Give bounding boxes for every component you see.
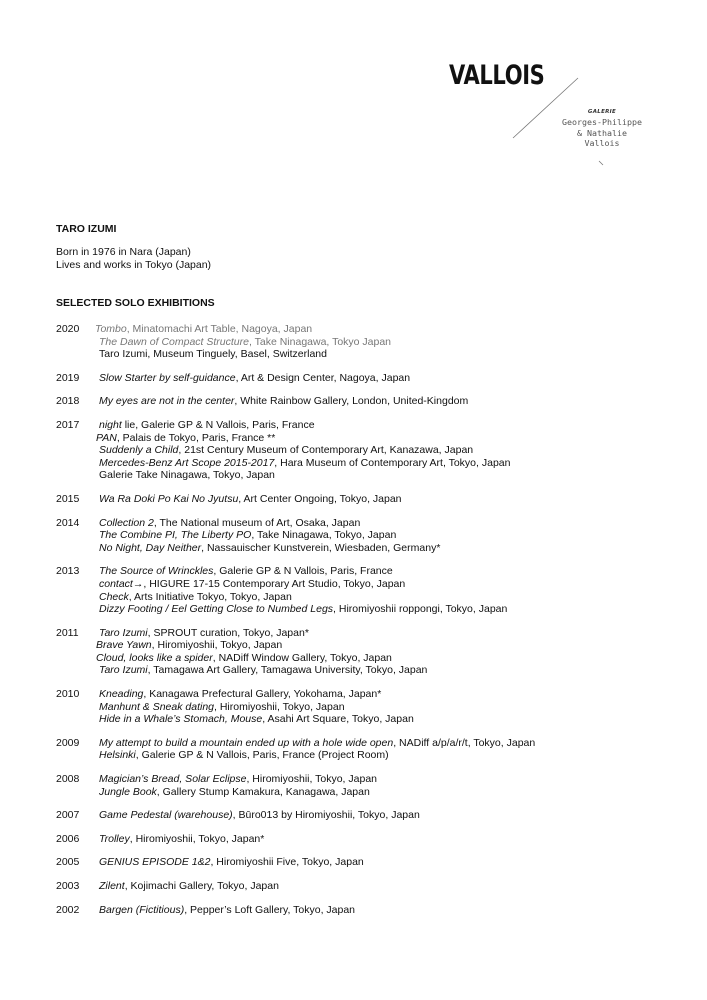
exhibition-venue: , Art Center Ongoing, Tokyo, Japan [238,492,402,505]
exhibition-venue: , Palais de Tokyo, Paris, France ** [116,431,276,444]
gallery-label: GALERIE [587,109,617,115]
exhibition-entry [99,591,696,604]
exhibition-venue: , Galerie GP & N Vallois, Paris, France (Project Room) [135,749,389,762]
exhibition-venue: Taro Izumi, Museum Tinguely, Basel, Switzerland [99,348,327,361]
exhibition-venue: , Art & Design Center, Nagoya, Japan [235,371,411,384]
exhibition-title: Bargen (Fictitious) [99,903,185,916]
year-group [56,880,696,893]
exhibition-title: No Night, Day Neither [99,541,202,554]
exhibition-entry [99,773,696,786]
exhibition-title: The Dawn of Compact Structure [99,335,249,348]
year-label: 2007 [56,809,80,822]
exhibition-entry [99,737,696,750]
year-label: 2002 [56,903,80,916]
exhibition-entry [99,786,696,799]
year-group [56,904,696,917]
exhibition-title: My eyes are not in the center [99,395,235,408]
exhibition-venue: lie, Galerie GP & N Vallois, Paris, France [121,418,315,431]
exhibition-venue: , Hiromiyoshii, Tokyo, Japan [214,700,345,713]
year-group [56,419,696,482]
exhibition-entry [96,639,696,652]
exhibition-venue: , Nassauischer Kunstverein, Wiesbaden, Germany* [201,541,441,554]
gallery-name-line: Vallois [584,138,620,148]
year-label: 2019 [56,371,80,384]
exhibition-venue: , Kojimachi Gallery, Tokyo, Japan [124,880,279,892]
exhibition-venue: , HIGURE 17-15 Contemporary Art Studio, Tokyo, Japan [143,577,406,590]
year-label: 2013 [56,565,80,578]
exhibition-venue: Galerie Take Ninagawa, Tokyo, Japan [99,469,275,482]
exhibition-venue: , Galerie GP & N Vallois, Paris, France [213,565,393,578]
exhibition-title: PAN [96,431,117,444]
exhibition-entry [99,395,696,408]
exhibition-venue: , SPROUT curation, Tokyo, Japan* [147,626,309,639]
exhibition-venue: , Hiromiyoshii, Tokyo, Japan [151,639,283,652]
year-group [56,773,696,798]
logo-slash-icon [0,0,707,200]
exhibition-entry [99,701,696,714]
year-label: 2015 [56,492,80,505]
year-group [56,372,696,385]
exhibition-title: Suddenly a Child [99,444,179,457]
exhibition-venue: , NADiff a/p/a/r/t, Tokyo, Japan [393,736,536,749]
exhibition-title: Cloud, looks like a spider [96,651,213,664]
exhibition-venue: , Kanagawa Prefectural Gallery, Yokohama, Japan* [143,688,382,701]
exhibition-venue: , Gallery Stump Kamakura, Kanagawa, Japan [156,785,370,798]
gallery-name-line: Georges-Philippe [562,117,642,127]
exhibition-entry [99,517,696,530]
exhibition-title: Hide in a Whale’s Stomach, Mouse [99,713,263,726]
exhibition-entry [99,603,696,616]
exhibition-venue: , 21st Century Museum of Contemporary Art, Kanazawa, Japan [178,444,474,457]
year-group [56,323,696,361]
exhibition-title: Mercedes-Benz Art Scope 2015-2017 [99,456,275,469]
exhibition-venue: , Minatomachi Art Table, Nagoya, Japan [126,323,313,335]
exhibition-venue: , NADiff Window Gallery, Tokyo, Japan [212,651,392,664]
year-label: 2010 [56,688,80,701]
exhibition-entry [99,809,696,822]
exhibition-venue: , Hiromiyoshii Five, Tokyo, Japan [210,856,364,869]
year-label: 2014 [56,516,80,529]
exhibition-entry [99,627,696,640]
exhibition-title: Wa Ra Doki Po Kai No Jyutsu [99,492,239,505]
gallery-name [560,108,644,149]
exhibition-venue: , Hiromiyoshii roppongi, Tokyo, Japan [333,603,508,616]
exhibition-entry [96,652,696,665]
exhibition-entry [99,529,696,542]
year-group [56,517,696,555]
birth-info: Born in 1976 in Nara (Japan) [56,246,191,258]
exhibition-title: Zilent [99,880,125,892]
exhibition-entry [99,904,696,917]
exhibition-entry [99,713,696,726]
gallery-name-line: & Nathalie [577,127,627,138]
exhibition-title: Check [99,590,129,603]
exhibition-title: Brave Yawn [96,639,152,652]
logo-wordmark: VALLOIS [449,60,545,91]
exhibition-title: Collection 2 [99,516,154,529]
exhibition-entry [99,880,696,893]
exhibition-venue: , The National museum of Art, Osaka, Japan [153,516,361,529]
exhibition-title: Tombo [95,323,127,335]
residence-info: Lives and works in Tokyo (Japan) [56,258,212,271]
year-label: 2009 [56,736,80,749]
exhibition-entry [99,749,696,762]
exhibition-title: My attempt to build a mountain ended up with a hole wide open [99,736,394,749]
exhibition-entry [99,578,696,591]
exhibition-entry [99,565,696,578]
exhibition-title: Kneading [99,688,144,701]
exhibition-title: Taro Izumi [99,664,148,677]
year-group [56,395,696,408]
exhibition-title: Manhunt & Sneak dating [99,700,214,713]
exhibition-venue: , Take Ninagawa, Tokyo Japan [248,335,392,348]
exhibition-entry [99,469,696,482]
year-group [56,627,696,677]
exhibition-entry [99,457,696,470]
exhibition-entry [96,432,696,445]
exhibition-title: GENIUS EPISODE 1&2 [99,856,211,869]
exhibition-title: Helsinki [99,749,136,762]
exhibition-title: Magician’s Bread, Solar Eclipse [99,773,247,786]
year-group [56,833,696,846]
year-group [56,688,696,726]
artist-bio [56,246,211,271]
exhibition-entry [99,444,696,457]
exhibition-title: Game Pedestal (warehouse) [99,809,233,822]
exhibition-venue: , Pepper’s Loft Gallery, Tokyo, Japan [184,903,356,916]
year-group [56,809,696,822]
exhibition-entry [99,419,696,432]
exhibition-venue: , Take Ninagawa, Tokyo, Japan [251,529,397,542]
exhibition-venue: , White Rainbow Gallery, London, United-Kingdom [234,395,469,408]
exhibition-venue: , Hiromiyoshii, Tokyo, Japan [246,773,377,786]
exhibition-title: night [99,418,122,431]
exhibition-title: Slow Starter by self-guidance [99,371,236,384]
exhibition-entry [99,856,696,869]
exhibition-venue: , Asahi Art Square, Tokyo, Japan [262,713,414,726]
exhibition-venue: , Hiromiyoshii, Tokyo, Japan* [129,832,265,845]
exhibition-entry [99,664,696,677]
exhibition-entry [99,493,696,506]
exhibition-venue: , Arts Initiative Tokyo, Tokyo, Japan [128,590,292,603]
exhibition-entry [99,688,696,701]
exhibition-venue: , Tamagawa Art Gallery, Tamagawa University, Tokyo, Japan [147,664,428,677]
exhibition-entry [99,336,696,349]
year-label: 2005 [56,856,80,869]
exhibition-list [56,323,696,927]
exhibition-title: contact→ [99,577,144,590]
exhibition-venue: , Būro013 by Hiromiyoshii, Tokyo, Japan [232,809,420,822]
year-group [56,737,696,762]
year-group [56,856,696,869]
exhibition-title: Taro Izumi [99,626,148,639]
exhibition-entry [99,542,696,555]
exhibition-entry [95,323,696,336]
section-title: SELECTED SOLO EXHIBITIONS [56,297,215,309]
year-label: 2020 [56,323,80,335]
exhibition-title: Dizzy Footing / Eel Getting Close to Numbed Legs [99,603,334,616]
exhibition-venue: , Hara Museum of Contemporary Art, Tokyo, Japan [274,456,511,469]
year-group [56,493,696,506]
year-label: 2008 [56,773,80,786]
artist-name: TARO IZUMI [56,223,117,235]
exhibition-entry [99,372,696,385]
year-label: 2018 [56,395,80,408]
exhibition-title: The Source of Wrinckles [99,565,214,578]
year-label: 2006 [56,832,80,845]
exhibition-title: The Combine PI, The Liberty PO [99,529,252,542]
exhibition-entry [99,833,696,846]
year-label: 2017 [56,418,80,431]
exhibition-title: Jungle Book [99,785,157,798]
year-label: 2003 [56,880,80,892]
exhibition-title: Trolley [99,832,130,845]
year-group [56,565,696,615]
exhibition-entry [99,348,696,361]
year-label: 2011 [56,626,79,639]
